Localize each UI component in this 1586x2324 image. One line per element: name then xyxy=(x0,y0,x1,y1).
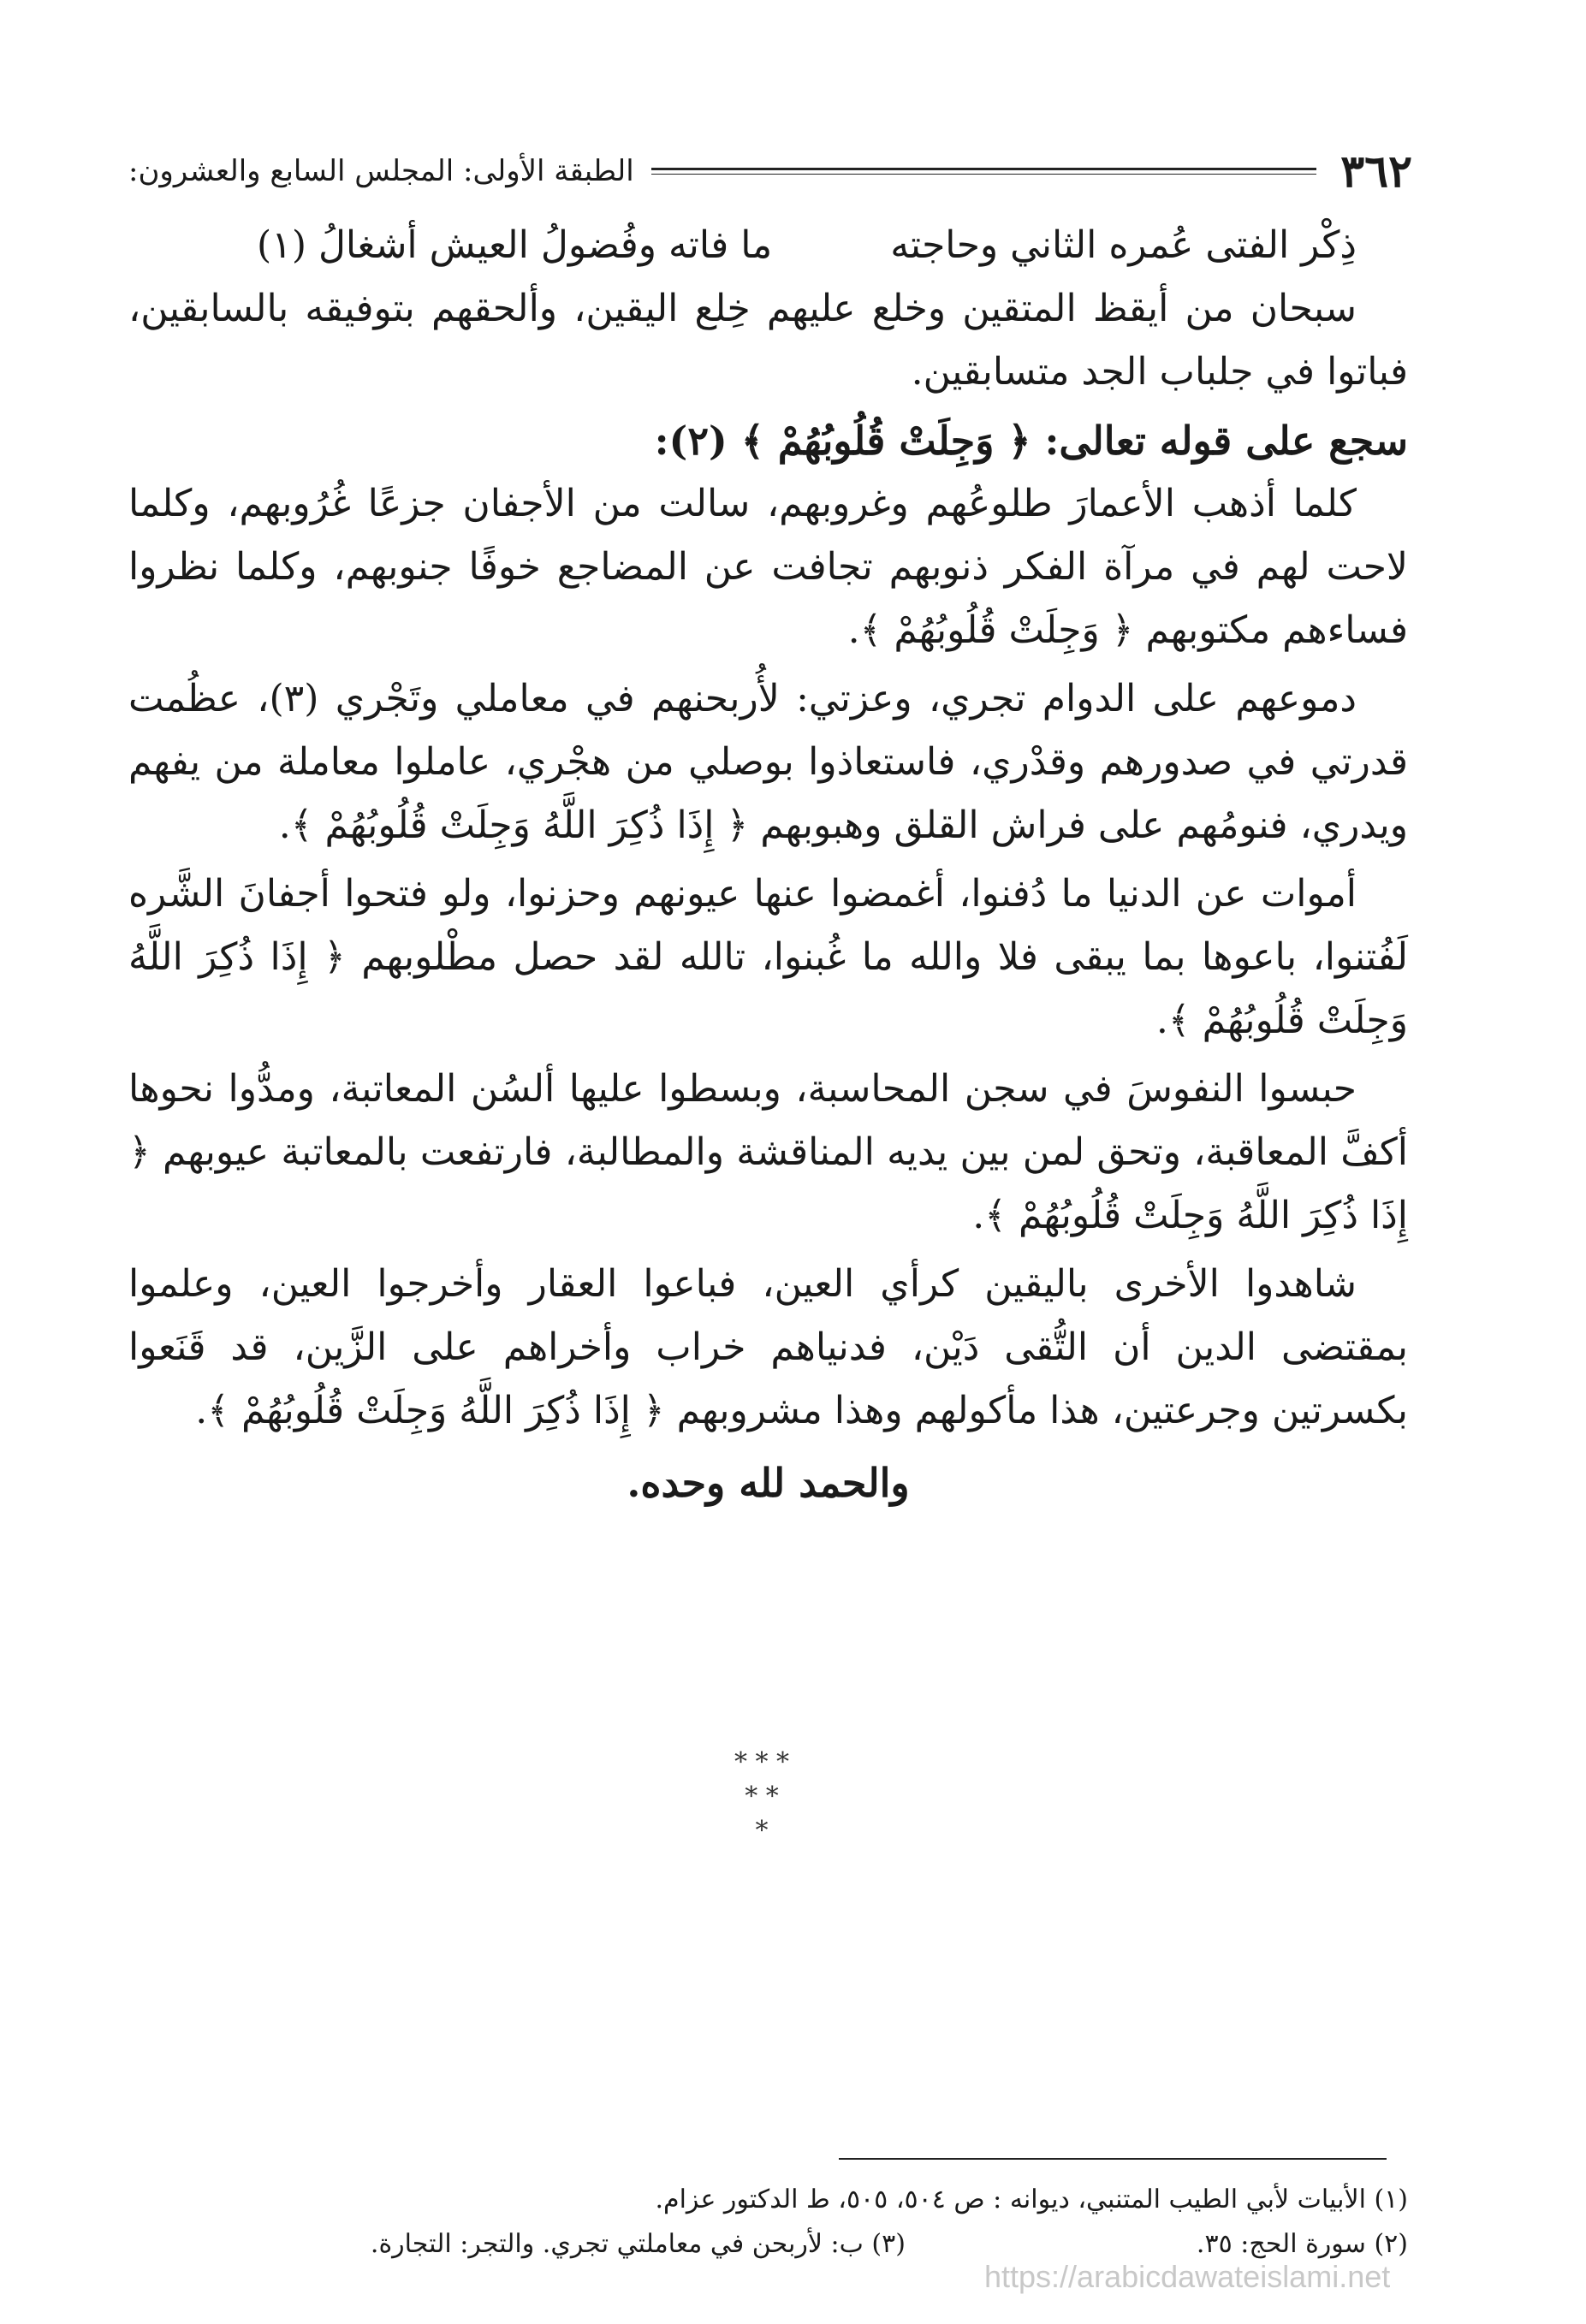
main-text xyxy=(128,214,1408,1515)
paragraph-2: دموعهم على الدوام تجري، وعزتي: لأُربحنهم في معاملي وتَجْري (٣)، عظُمت قدرتي في صدورهم وقدْري، فاستعاذوا بوصلي من هجْري، عاملوا معاملة من يفهم ويدري، فنومُهم على فراش القلق وهبوبهم ﴿ إِذَا ذُكِرَ اللَّهُ وَجِلَتْ قُلُوبُهُمْ ﴾. xyxy=(128,677,1408,847)
footnote-rule xyxy=(839,2158,1387,2160)
section-separator xyxy=(668,1746,856,1848)
page-number: ٣٦٢ xyxy=(1340,145,1412,198)
separator-row-2: * * xyxy=(745,1782,779,1811)
section-heading: سجع على قوله تعالى: ﴿ وَجِلَتْ قُلُوبُهُمْ ﴾ (٢): xyxy=(654,418,1408,464)
paragraph-4: حبسوا النفوسَ في سجن المحاسبة، وبسطوا عليها ألسُن المعاتبة، ومدُّوا نحوها أكفَّ المعاقبة، وتحق لمن بين يديه المناقشة والمطالبة، فارتفعت بالمعاتبة عيوبهم ﴿ إِذَا ذُكِرَ اللَّهُ وَجِلَتْ قُلُوبُهُمْ ﴾. xyxy=(128,1067,1408,1237)
header-rule xyxy=(651,168,1317,175)
poetry-verse xyxy=(128,214,1408,277)
footnote-3: (٣) ب: لأربحن في معاملتي تجري. والتجر: التجارة. xyxy=(370,2229,906,2259)
footnotes xyxy=(128,2178,1408,2267)
separator-row-1: * * * xyxy=(734,1747,790,1777)
watermark-url: https://arabicdawateislami.net xyxy=(984,2259,1391,2294)
separator-row-3: * xyxy=(755,1816,769,1846)
closing-line: والحمد لله وحده. xyxy=(627,1460,910,1506)
intro-paragraph: سبحان من أيقظ المتقين وخلع عليهم خِلع اليقين، وألحقهم بتوفيقه بالسابقين، فباتوا في جلباب الجد متسابقين. xyxy=(128,287,1408,394)
paragraph-3: أموات عن الدنيا ما دُفنوا، أغمضوا عنها عيونهم وحزنوا، ولو فتحوا أجفانَ الشَّره لَفُتنوا، باعوها بما يبقى فلا والله ما غُبنوا، تالله لقد حصل مطْلوبهم ﴿ إِذَا ذُكِرَ اللَّهُ وَجِلَتْ قُلُوبُهُمْ ﴾. xyxy=(128,872,1408,1042)
paragraph-5: شاهدوا الأخرى باليقين كرأي العين، فباعوا العقار وأخرجوا العين، وعلموا بمقتضى الدين أن التُّقى دَيْن، فدنياهم خراب وأخراهم على الزَّين، قد قَنَعوا بكسرتين وجرعتين، هذا مأكولهم وهذا مشروبهم ﴿ إِذَا ذُكِرَ اللَّهُ وَجِلَتْ قُلُوبُهُمْ ﴾. xyxy=(128,1262,1408,1432)
footnote-2: (٢) سورة الحج: ٣٥. xyxy=(1196,2229,1408,2259)
footnote-1: (١) الأبيات لأبي الطيب المتنبي، ديوانه : ص ٥٠٤، ٥٠٥، ط الدكتور عزام. xyxy=(655,2185,1408,2214)
verse-left-hemistich: ما فاته وفُضولُ العيش أشغالُ (١) xyxy=(257,223,773,267)
running-title: الطبقة الأولى: المجلس السابع والعشرون: xyxy=(128,154,634,188)
verse-right-hemistich: ذِكْر الفتى عُمره الثاني وحاجته xyxy=(890,223,1357,267)
paragraph-1: كلما أذهب الأعمارَ طلوعُهم وغروبهم، سالت من الأجفان جزعًا غُرُوبهم، وكلما لاحت لهم في مرآة الفكر ذنوبهم تجافت عن المضاجع خوفًا جنوبهم، وكلما نظروا فساءهم مكتوبهم ﴿ وَجِلَتْ قُلُوبُهُمْ ﴾. xyxy=(128,482,1408,652)
page-header xyxy=(128,145,1412,197)
